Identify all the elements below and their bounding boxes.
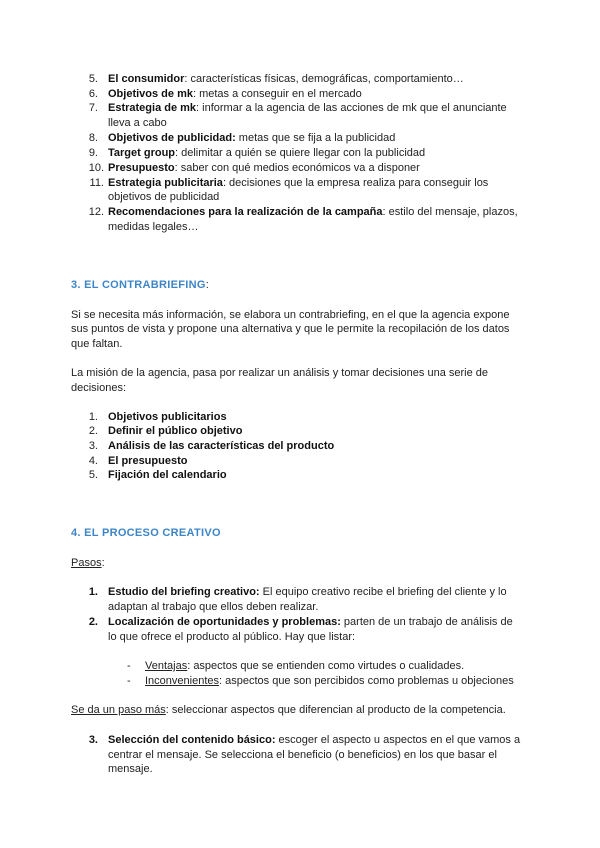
list-item: El consumidor: características físicas, demográficas, comportamiento… (108, 73, 464, 85)
list-item-continuation: lo que ofrece el producto al público. Hay que listar: (108, 631, 356, 643)
bullet-dash: - (127, 675, 131, 687)
list-item: Estrategia publicitaria: decisiones que la empresa realiza para conseguir los (108, 177, 489, 189)
list-item: El presupuesto (108, 455, 188, 467)
list-item: Definir el público objetivo (108, 425, 243, 437)
list-item-continuation: lleva a cabo (108, 117, 167, 129)
list-number: 10. (88, 162, 104, 174)
paragraph-line: sus puntos de vista y propone una alternativa y que le permite la recopilación de los datos (71, 323, 510, 335)
list-number: 3. (88, 734, 98, 746)
list-number: 2. (88, 425, 98, 437)
list-item: Análisis de las características del producto (108, 440, 335, 452)
paragraph-line: que faltan. (71, 338, 123, 350)
list-item: Objetivos de publicidad: metas que se fija a la publicidad (108, 132, 396, 144)
list-item: Objetivos de mk: metas a conseguir en el mercado (108, 88, 362, 100)
list-item-continuation: adaptan al trabajo que ellos deben realizar. (108, 601, 319, 613)
list-number: 5. (88, 469, 98, 481)
paragraph-line: La misión de la agencia, pasa por realizar un análisis y tomar decisiones una serie de (71, 367, 489, 379)
list-item: Estrategia de mk: informar a la agencia de las acciones de mk que el anunciante (108, 102, 507, 114)
list-item: Objetivos publicitarios (108, 411, 227, 423)
list-item-continuation: mensaje. (108, 763, 153, 775)
list-item: Target group: delimitar a quién se quiere llegar con la publicidad (108, 147, 426, 159)
list-item: Fijación del calendario (108, 469, 227, 481)
list-number: 1. (88, 411, 98, 423)
list-item-continuation: objetivos de publicidad (108, 191, 220, 203)
list-number: 4. (88, 455, 98, 467)
list-number: 5. (88, 73, 98, 85)
list-number: 1. (88, 586, 98, 598)
list-number: 11. (89, 177, 104, 189)
paragraph-line: decisiones: (71, 382, 127, 394)
list-number: 12. (88, 206, 104, 218)
list-number: 7. (88, 102, 98, 114)
section-heading: 4. EL PROCESO CREATIVO (71, 527, 221, 539)
paragraph-line: Si se necesita más información, se elabora un contrabriefing, en el que la agencia expone (71, 309, 510, 321)
list-number: 8. (88, 132, 98, 144)
list-item: Selección del contenido básico: escoger el aspecto u aspectos en el que vamos a (108, 734, 521, 746)
section-heading: 3. EL CONTRABRIEFING: (71, 279, 210, 291)
sub-item: Inconvenientes: aspectos que son percibidos como problemas u objeciones (145, 675, 514, 687)
list-item-continuation: medidas legales… (108, 221, 199, 233)
sub-item: Ventajas: aspectos que se entienden como virtudes o cualidades. (145, 660, 465, 672)
pasos-label: Pasos: (71, 557, 105, 569)
list-item-continuation: centrar el mensaje. Se selecciona el beneficio (o beneficios) en los que basar el (108, 749, 497, 761)
list-number: 3. (88, 440, 98, 452)
paragraph: Se da un paso más: seleccionar aspectos que diferencian al producto de la competencia. (71, 704, 506, 716)
list-item: Estudio del briefing creativo: El equipo creativo recibe el briefing del cliente y lo (108, 586, 507, 598)
list-number: 6. (88, 88, 98, 100)
list-number: 9. (88, 147, 98, 159)
list-number: 2. (88, 616, 98, 628)
list-item: Localización de oportunidades y problemas: parten de un trabajo de análisis de (108, 616, 513, 628)
list-item: Presupuesto: saber con qué medios económicos va a disponer (108, 162, 420, 174)
list-item: Recomendaciones para la realización de la campaña: estilo del mensaje, plazos, (108, 206, 518, 218)
bullet-dash: - (127, 660, 131, 672)
